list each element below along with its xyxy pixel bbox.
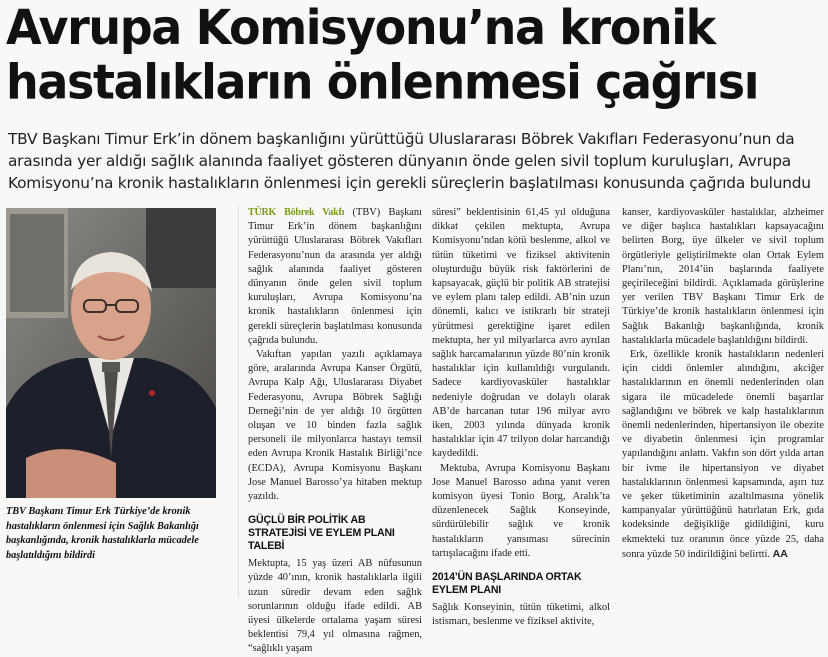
headline-line-2: hastalıkların önlenmesi çağrısı — [6, 53, 759, 111]
headline-line-1: Avrupa Komisyonu’na kronik — [6, 0, 715, 56]
col1-paragraph-2: Vakıftan yapılan yazılı açıklamaya göre, aralarında Avrupa Kanser Örgütü, Avrupa Kalp Ağı, Uluslararası Diyabet Federasyonu, Avrupa Böbrek Sağlığı Derneği’nin de yer aldığı 10 örgütten oluşan ve 10 binden fazla sağlık personeli ile milyonlarca hastayı temsil eden Avrupa Kronik Hastalık Birliği’nce (ECDA), Avrupa Komisyonu Başkanı Jose Manuel Barosso’ya hitaben mektup yazıldı. — [248, 349, 422, 503]
article-column-1 — [248, 206, 422, 655]
photo-caption: TBV Başkanı Timur Erk Türkiye’de kronik hastalıkların önlenmesi için Sağlık Bakanlığı başkanlığında, kronik hastalıklarla mücadele başlatıldığını bildirdi — [6, 506, 199, 561]
col3-text-2: Erk, özellikle kronik hastalıkların nedenleri için ciddi önlemler alındığını, akciğer hastalıklarının en önemli nedenlerinden olan sigara ile mücadelede önemli başarılar sağlandığını ve böbrek ve kalp hastalıklarının önemli nedenlerinden, hipertansiyon ile obezite ve diyabetin önlenmesi için programlar yapılandığını anlattı. Vakfın son dört yılda artan bir ivme ile hipertansiyon ve diyabet hastalıklarının önlenmesi kapsamında, aşırı tuz ve şeker tüketiminin azaltılmasına yönelik kampanyalar yürüttüğünü hatırlatan Erk, gıda kodeksinde değişikliğe gidildiğini, kuru ekmekteki tuz oranının önce yüzde 25, daha sonra yüzde 50 indirildiğini belirtti. — [622, 349, 824, 560]
col3-paragraph-2 — [622, 348, 824, 562]
headline — [6, 0, 822, 109]
lead-line-2: arasında yer aldığı sağlık alanında faaliyet gösteren dünyanın önde gelen sivil toplum kuruluşları, Avrupa — [8, 152, 791, 170]
col2-paragraph-2: Mektuba, Avrupa Komisyonu Başkanı Jose Manuel Barosso adına yanıt veren komisyon üyesi Tonio Borg, Aralık’ta düzenlenecek Sağlık Konseyinde, sürdürülebilir sağlık ve kronik hastalıkların yansıması sürecinin tartışılacağını ifade etti. — [432, 462, 610, 559]
col1-paragraph-3: Mektupta, 15 yaş üzeri AB nüfusunun yüzde 40’ının, kronik hastalıklarla ilgili uzun süredir devam eden sağlık sorunlarının olduğu ifade edildi. AB üyesi ülkelerde ortalama yaşam süresi beklentisi 79,4 yıl olmasına rağmen, “sağlıklı yaşam — [248, 558, 422, 655]
col2-paragraph-1: süresi” beklentisinin 61,45 yıl olduğuna dikkat çekilen mektupta, Avrupa Komisyonu’ndan kötü beslenme, alkol ve tütün tüketimi ve fiziksel aktivitenin oluşturduğu büyük risk faktörlerini de kapsayacak, güçlü bir politik AB stratejisi ve eylem planı talep edildi. AB’nin uzun dönemli, kalıcı ve istikrarlı bir strateji yürütmesi gerektiğine işaret edilen mektupta, her yıl milyarlarca avro ayrılan sağlık harcamalarının yüzde 80’nin kronik hastalıklar için kullanıldığı vurgulandı. Sadece kardiyovasküler hastalıklar nedeniyle doğrudan ve dolaylı olarak AB’de harcanan tutar 196 milyar avro iken, 2003 yılında dünyada kronik hastalıklar için 47 trilyon dolar harcandığı kaydedildi. — [432, 207, 610, 460]
column-divider — [238, 206, 239, 598]
col2-paragraph-3: Sağlık Konseyinin, tütün tüketimi, alkol istismarı, beslenme ve fiziksel aktivite, — [432, 602, 610, 628]
article-column-3 — [622, 206, 824, 598]
article-column-2 — [432, 206, 610, 628]
portrait-photo — [6, 208, 216, 498]
lead-paragraph — [8, 128, 824, 194]
subheading-2: 2014’ÜN BAŞLARINDA ORTAK EYLEM PLANI — [432, 571, 582, 597]
lead-line-1: TBV Başkanı Timur Erk’in dönem başkanlığını yürüttüğü Uluslararası Böbrek Vakıfları Federasyonu’nun da — [8, 130, 795, 148]
agency-signature: AA — [772, 547, 788, 560]
source-agency: TÜRK Böbrek Vakfı — [248, 207, 345, 218]
col1-paragraph-1 — [248, 206, 422, 348]
col3-paragraph-1: kanser, kardiyovasküler hastalıklar, alzheimer ve diğer başlıca hastalıkları kapsayacağını belirten Borg, üye ülkeler ve sivil toplum örgütleriyle geliştirilmekte olan Ortak Eylem Planı’nın, 2014’ün başlarında faaliyete geçirileceğini bildirdi. Açıklamada görüşlerine yer verilen TBV Başkanı Timur Erk de Türkiye’de kronik hastalıkların önlenmesi için Sağlık Bakanlığı başkanlığında, kronik hastalıklarla mücadele başlatıldığını bildirdi. — [622, 207, 824, 346]
subheading-1: GÜÇLÜ BİR POLİTİK AB STRATEJİSİ VE EYLEM PLANI TALEBİ — [248, 514, 395, 553]
portrait-illustration — [6, 208, 216, 498]
lead-line-3: Komisyonu’na kronik hastalıkların önlenmesi için gerekli süreçlerin başlatılması konusunda çağrıda bulundu — [8, 174, 811, 192]
col1-text-1: (TBV) Başkanı Timur Erk’in dönem başkanlığını yürüttüğü Uluslararası Böbrek Vakıfları Federasyonu’nun da arasında yer aldığı sağlık alanında faaliyet gösteren dünyanın önde gelen sivil toplum kuruluşları, Avrupa Komisyonu’na kronik hastalıkların önlenmesi için gerekli süreçlerin başlatılması konusunda çağrıda bulundu. — [248, 207, 422, 346]
